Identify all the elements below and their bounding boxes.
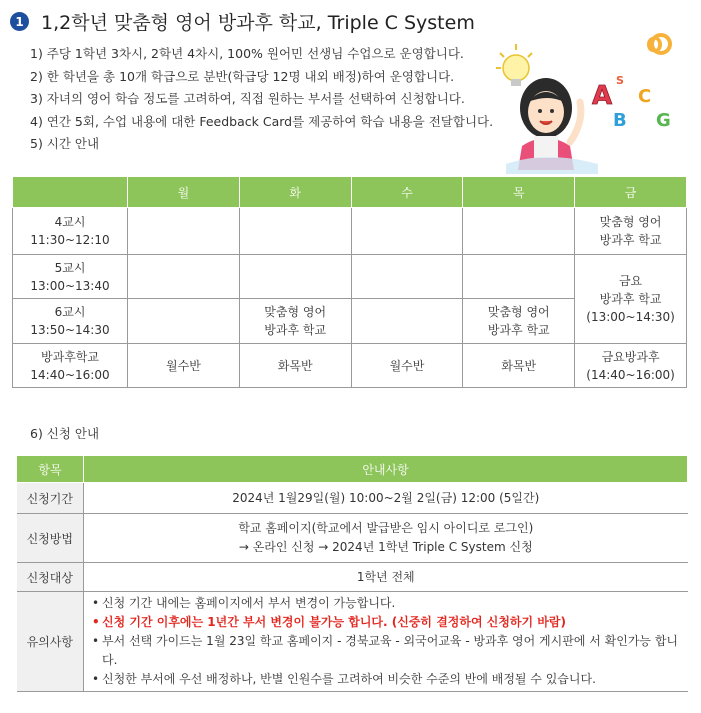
note-item: • 부서 선택 가이드는 1월 23일 학교 홈페이지 - 경북교육 - 외국어교육 - 방과후 영어 게시판에 서 확인가능 합니다. [102,632,682,670]
notes-list [90,594,682,689]
class-time: (14:40~16:00) [586,367,675,382]
period-cell [13,208,128,255]
letter-s: S [616,74,624,87]
period-label: 6교시 [54,305,86,319]
page-title: 1,2학년 맞춤형 영어 방과후 학교, Triple C System [41,12,475,34]
schedule-cell [351,255,463,299]
schedule-header-wed: 수 [351,177,463,208]
period-cell [13,299,128,344]
application-header-row [17,456,688,483]
schedule-header-fri: 금 [575,177,687,208]
class-name: 맞춤형 영어 [599,215,662,229]
schedule-cell [575,208,687,255]
schedule-cell: 화목반 [239,344,351,388]
class-name: 방과후 학교 [599,292,662,306]
table-row [17,483,688,514]
intro-item: 1) 주당 1학년 3차시, 2학년 4차시, 100% 원어민 선생님 수업으로 운영합니다. [30,46,464,61]
table-row [17,563,688,592]
section-number-badge: 1 [10,12,29,31]
schedule-cell: 월수반 [128,344,240,388]
letter-b: B [613,110,627,131]
class-name: 맞춤형 영어 [487,305,550,319]
schedule-cell [575,344,687,388]
table-row [13,208,687,255]
row-label: 신청방법 [17,514,84,563]
period-time: 13:50~14:30 [30,323,110,337]
schedule-header-corner [13,177,128,208]
period-cell [13,344,128,388]
application-table [16,455,688,692]
period-time: 11:30~12:10 [30,233,110,247]
letter-a: A [592,81,613,111]
period-label: 5교시 [54,260,86,275]
section-6-title: 6) 신청 안내 [30,426,100,441]
row-value: 1학년 전체 [84,563,688,592]
row-label: 신청대상 [17,563,84,592]
schedule-header-tue: 화 [239,177,351,208]
application-header-info: 안내사항 [84,456,688,483]
period-time: 14:40~16:00 [30,367,110,382]
table-row [17,592,688,692]
schedule-cell [351,299,463,344]
letter-c: C [638,86,652,107]
intro-item: 3) 자녀의 영어 학습 정도를 고려하여, 직접 원하는 부서를 선택하여 신청합니다. [30,91,465,106]
intro-item: 2) 한 학년을 총 10개 학급으로 분반(학급당 12명 내외 배정)하여 운영합니다. [30,68,455,84]
schedule-cell: 화목반 [463,344,575,388]
schedule-cell [463,255,575,299]
class-name: 맞춤형 영어 [264,305,327,319]
schedule-cell [239,208,351,255]
schedule-cell [239,255,351,299]
application-header-item: 항목 [17,456,84,483]
row-value: 2024년 1월29일(월) 10:00~2월 2일(금) 12:00 (5일간) [84,483,688,514]
schedule-cell [351,208,463,255]
table-row [13,255,687,299]
lightbulb-icon [496,44,532,86]
schedule-cell [463,208,575,255]
schedule-cell [128,255,240,299]
table-row [13,344,687,388]
value-line: 학교 홈페이지(학교에서 발급받은 임시 아이디로 로그인) [238,521,534,535]
class-time: (13:00~14:30) [586,310,675,324]
intro-list [30,43,493,156]
note-item: • 신청 기간 내에는 홈페이지에서 부서 변경이 가능합니다. [102,594,682,613]
row-value [84,514,688,563]
row-label: 유의사항 [17,592,84,692]
schedule-cell [239,299,351,344]
schedule-cell: 월수반 [351,344,463,388]
row-value [84,592,688,692]
note-item: • 신청한 부서에 우선 배정하나, 반별 인원수를 고려하여 비슷한 수준의 반에 배정될 수 있습니다. [102,670,682,689]
value-line: → 온라인 신청 → 2024년 1학년 Triple C System 신청 [238,540,533,554]
section-header [10,8,475,35]
note-item-warning: • 신청 기간 이후에는 1년간 부서 변경이 불가능 합니다. (신중히 결정하여 신청하기 바람) [102,613,682,632]
schedule-cell [128,208,240,255]
period-time: 13:00~13:40 [30,278,110,293]
period-cell [13,255,128,299]
period-label: 방과후학교 [41,349,99,364]
intro-item: 4) 연간 5회, 수업 내용에 대한 Feedback Card를 제공하여 학습 내용을 전달합니다. [30,113,494,129]
class-name: 금요방과후 [601,349,660,364]
row-label: 신청기간 [17,483,84,514]
schedule-header-row [13,177,687,208]
letter-g: G [656,110,671,131]
schedule-cell [463,299,575,344]
table-row [17,514,688,563]
period-label: 4교시 [54,215,86,229]
girl-illustration [488,24,688,176]
schedule-cell [575,255,687,344]
schedule-cell [128,299,240,344]
schedule-table [12,176,687,388]
class-name: 방과후 학교 [487,323,550,337]
class-name: 방과후 학교 [264,323,327,337]
schedule-header-mon: 월 [128,177,240,208]
letter-o: O [646,33,664,57]
schedule-header-thu: 목 [463,177,575,208]
intro-item: 5) 시간 안내 [30,136,100,151]
class-name: 방과후 학교 [599,233,662,247]
class-name: 금요 [618,274,643,288]
